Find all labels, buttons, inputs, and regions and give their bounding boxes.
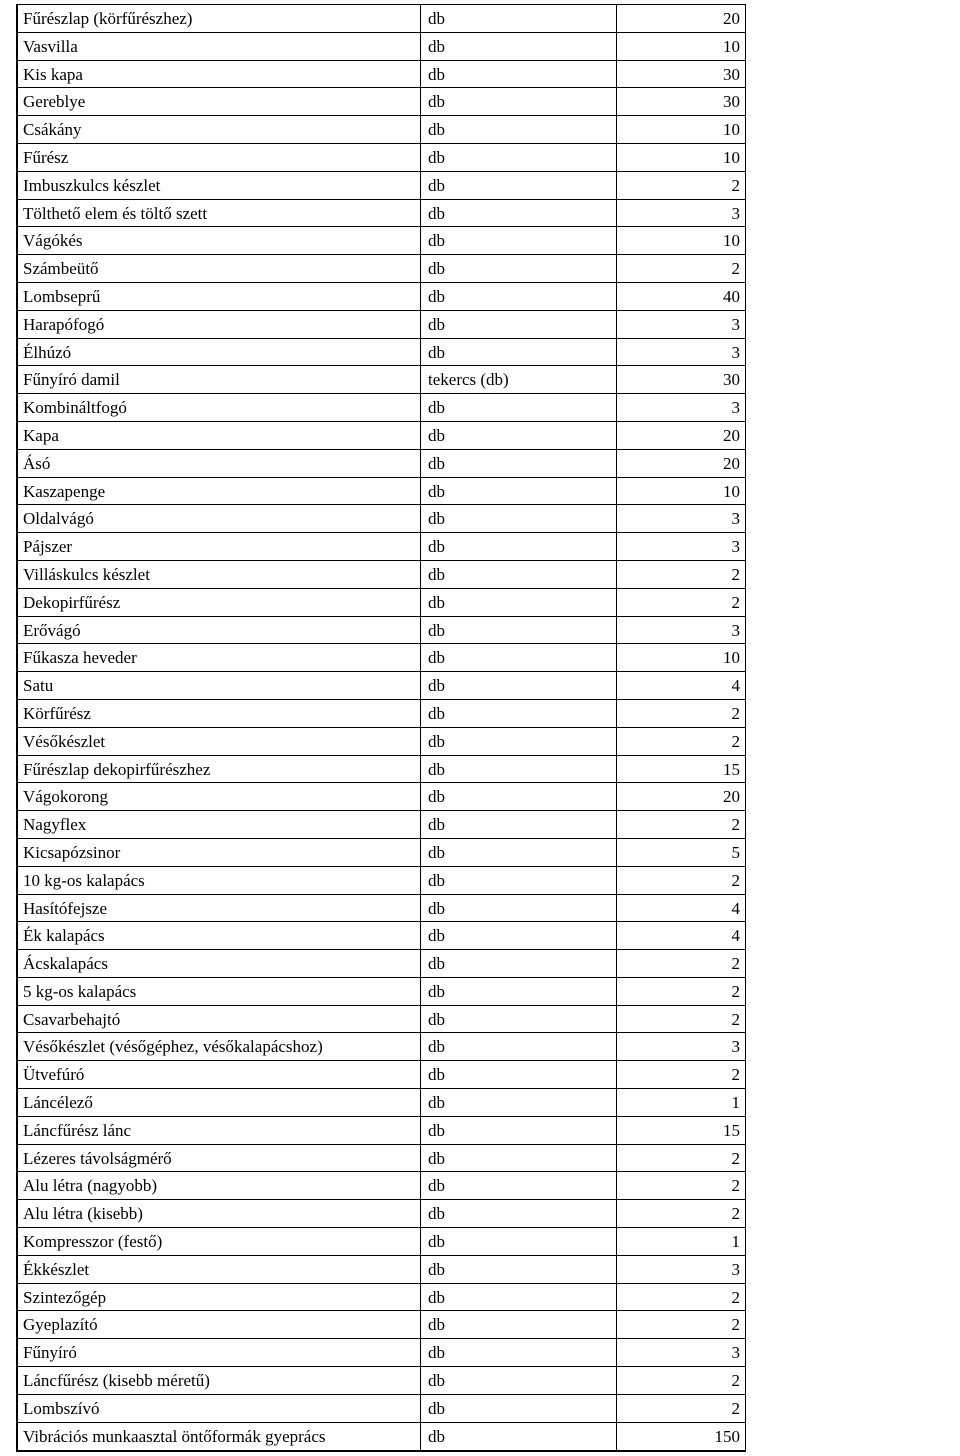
item-name-cell: Láncélező [16,1089,420,1116]
item-name-cell: Ácskalapács [16,950,420,977]
table-row [16,533,746,561]
quantity-cell: 15 [616,756,746,783]
unit-cell: db [420,172,616,199]
unit-cell: db [420,1367,616,1394]
item-name-cell: 10 kg-os kalapács [16,867,420,894]
table-row [16,505,746,533]
quantity-cell: 2 [616,1006,746,1033]
quantity-cell: 2 [616,1200,746,1227]
table-row [16,88,746,116]
item-name-cell: Alu létra (kisebb) [16,1200,420,1227]
unit-cell: db [420,1172,616,1199]
quantity-cell: 10 [616,227,746,254]
table-row [16,1228,746,1256]
item-name-cell: Alu létra (nagyobb) [16,1172,420,1199]
table-row [16,227,746,255]
table-row [16,1172,746,1200]
unit-cell: tekercs (db) [420,366,616,393]
quantity-cell: 20 [616,422,746,449]
table-row [16,617,746,645]
quantity-cell: 30 [616,61,746,88]
unit-cell: db [420,144,616,171]
quantity-cell: 40 [616,283,746,310]
item-name-cell: Pájszer [16,533,420,560]
item-name-cell: Oldalvágó [16,505,420,532]
quantity-cell: 2 [616,978,746,1005]
quantity-cell: 2 [616,1311,746,1338]
item-name-cell: Fűkasza heveder [16,644,420,671]
item-name-cell: Élhúzó [16,339,420,366]
quantity-cell: 150 [616,1423,746,1451]
unit-cell: db [420,533,616,560]
table-row [16,811,746,839]
table-row [16,1367,746,1395]
item-name-cell: Kombináltfogó [16,394,420,421]
quantity-cell: 3 [616,339,746,366]
quantity-cell: 2 [616,172,746,199]
unit-cell: db [420,33,616,60]
unit-cell: db [420,1423,616,1451]
item-name-cell: Erővágó [16,617,420,644]
table-row [16,1311,746,1339]
unit-cell: db [420,867,616,894]
quantity-cell: 20 [616,783,746,810]
quantity-cell: 10 [616,116,746,143]
item-name-cell: Lombseprű [16,283,420,310]
quantity-cell: 10 [616,33,746,60]
item-name-cell: Dekopirfűrész [16,589,420,616]
quantity-cell: 30 [616,88,746,115]
unit-cell: db [420,728,616,755]
table-row [16,950,746,978]
item-name-cell: Vasvilla [16,33,420,60]
unit-cell: db [420,617,616,644]
item-name-cell: Vésőkészlet [16,728,420,755]
unit-cell: db [420,672,616,699]
quantity-cell: 2 [616,589,746,616]
unit-cell: db [420,978,616,1005]
table-row [16,700,746,728]
table-row [16,561,746,589]
table-row [16,1145,746,1173]
table-row [16,978,746,1006]
quantity-cell: 2 [616,561,746,588]
table-row [16,339,746,367]
item-name-cell: 5 kg-os kalapács [16,978,420,1005]
table-row [16,589,746,617]
unit-cell: db [420,589,616,616]
unit-cell: db [420,422,616,449]
quantity-cell: 2 [616,867,746,894]
table-row [16,1395,746,1423]
item-name-cell: Fűnyíró [16,1339,420,1366]
item-name-cell: Lézeres távolságmérő [16,1145,420,1172]
unit-cell: db [420,5,616,32]
unit-cell: db [420,561,616,588]
quantity-cell: 3 [616,533,746,560]
item-name-cell: Ütvefúró [16,1061,420,1088]
item-name-cell: Lombszívó [16,1395,420,1422]
unit-cell: db [420,1228,616,1255]
table-row [16,478,746,506]
unit-cell: db [420,61,616,88]
unit-cell: db [420,1311,616,1338]
table-row [16,1033,746,1061]
table-row [16,283,746,311]
table-row [16,311,746,339]
quantity-cell: 2 [616,1172,746,1199]
quantity-cell: 30 [616,366,746,393]
table-row [16,1339,746,1367]
unit-cell: db [420,227,616,254]
item-name-cell: Kicsapózsinor [16,839,420,866]
table-row [16,61,746,89]
unit-cell: db [420,1339,616,1366]
unit-cell: db [420,1089,616,1116]
inventory-table [16,4,746,1452]
quantity-cell: 2 [616,1145,746,1172]
item-name-cell: Kis kapa [16,61,420,88]
item-name-cell: Nagyflex [16,811,420,838]
table-row [16,1284,746,1312]
item-name-cell: Ék kalapács [16,922,420,949]
item-name-cell: Fűrész [16,144,420,171]
quantity-cell: 2 [616,1061,746,1088]
table-row [16,422,746,450]
quantity-cell: 2 [616,700,746,727]
table-row [16,1061,746,1089]
table-row [16,450,746,478]
unit-cell: db [420,88,616,115]
item-name-cell: Számbeütő [16,255,420,282]
table-row [16,1117,746,1145]
item-name-cell: Villáskulcs készlet [16,561,420,588]
item-name-cell: Csákány [16,116,420,143]
unit-cell: db [420,1117,616,1144]
unit-cell: db [420,1256,616,1283]
table-row [16,255,746,283]
quantity-cell: 3 [616,1256,746,1283]
unit-cell: db [420,839,616,866]
unit-cell: db [420,255,616,282]
item-name-cell: Vágókés [16,227,420,254]
table-row [16,33,746,61]
table-row [16,1006,746,1034]
quantity-cell: 10 [616,644,746,671]
table-row [16,172,746,200]
quantity-cell: 20 [616,5,746,32]
unit-cell: db [420,895,616,922]
unit-cell: db [420,644,616,671]
quantity-cell: 2 [616,1395,746,1422]
unit-cell: db [420,922,616,949]
unit-cell: db [420,478,616,505]
quantity-cell: 4 [616,922,746,949]
table-row [16,200,746,228]
quantity-cell: 15 [616,1117,746,1144]
item-name-cell: Vágokorong [16,783,420,810]
item-name-cell: Harapófogó [16,311,420,338]
unit-cell: db [420,394,616,421]
quantity-cell: 1 [616,1089,746,1116]
unit-cell: db [420,783,616,810]
quantity-cell: 2 [616,255,746,282]
unit-cell: db [420,505,616,532]
item-name-cell: Fűnyíró damil [16,366,420,393]
table-row [16,1423,746,1451]
table-row [16,922,746,950]
quantity-cell: 5 [616,839,746,866]
unit-cell: db [420,116,616,143]
table-row [16,728,746,756]
table-row [16,867,746,895]
quantity-cell: 2 [616,1284,746,1311]
unit-cell: db [420,311,616,338]
item-name-cell: Láncfűrész (kisebb méretű) [16,1367,420,1394]
quantity-cell: 3 [616,394,746,421]
item-name-cell: Körfűrész [16,700,420,727]
item-name-cell: Vibrációs munkaasztal öntőformák gyeprács [16,1423,420,1451]
unit-cell: db [420,1033,616,1060]
unit-cell: db [420,700,616,727]
item-name-cell: Kompresszor (festő) [16,1228,420,1255]
quantity-cell: 10 [616,144,746,171]
quantity-cell: 3 [616,1339,746,1366]
item-name-cell: Tölthető elem és töltő szett [16,200,420,227]
unit-cell: db [420,811,616,838]
unit-cell: db [420,450,616,477]
quantity-cell: 3 [616,1033,746,1060]
unit-cell: db [420,1200,616,1227]
table-row [16,116,746,144]
table-row [16,895,746,923]
unit-cell: db [420,200,616,227]
item-name-cell: Gyeplazító [16,1311,420,1338]
table-row [16,756,746,784]
table-row [16,1200,746,1228]
table-row [16,144,746,172]
table-row [16,1089,746,1117]
quantity-cell: 10 [616,478,746,505]
item-name-cell: Imbuszkulcs készlet [16,172,420,199]
unit-cell: db [420,1145,616,1172]
item-name-cell: Kapa [16,422,420,449]
table-row [16,783,746,811]
table-row [16,5,746,33]
quantity-cell: 20 [616,450,746,477]
quantity-cell: 4 [616,895,746,922]
unit-cell: db [420,283,616,310]
quantity-cell: 2 [616,1367,746,1394]
item-name-cell: Gereblye [16,88,420,115]
unit-cell: db [420,1284,616,1311]
item-name-cell: Hasítófejsze [16,895,420,922]
item-name-cell: Ásó [16,450,420,477]
item-name-cell: Fűrészlap (körfűrészhez) [16,5,420,32]
quantity-cell: 2 [616,950,746,977]
table-row [16,1256,746,1284]
quantity-cell: 2 [616,811,746,838]
item-name-cell: Láncfűrész lánc [16,1117,420,1144]
item-name-cell: Kaszapenge [16,478,420,505]
table-row [16,839,746,867]
quantity-cell: 3 [616,311,746,338]
item-name-cell: Csavarbehajtó [16,1006,420,1033]
quantity-cell: 4 [616,672,746,699]
item-name-cell: Szintezőgép [16,1284,420,1311]
unit-cell: db [420,1006,616,1033]
table-row [16,644,746,672]
unit-cell: db [420,950,616,977]
item-name-cell: Fűrészlap dekopirfűrészhez [16,756,420,783]
item-name-cell: Vésőkészlet (vésőgéphez, vésőkalapácshoz) [16,1033,420,1060]
quantity-cell: 3 [616,505,746,532]
table-row [16,672,746,700]
unit-cell: db [420,756,616,783]
unit-cell: db [420,1395,616,1422]
quantity-cell: 1 [616,1228,746,1255]
item-name-cell: Ékkészlet [16,1256,420,1283]
table-row [16,366,746,394]
quantity-cell: 3 [616,617,746,644]
quantity-cell: 2 [616,728,746,755]
item-name-cell: Satu [16,672,420,699]
unit-cell: db [420,339,616,366]
table-row [16,394,746,422]
quantity-cell: 3 [616,200,746,227]
unit-cell: db [420,1061,616,1088]
